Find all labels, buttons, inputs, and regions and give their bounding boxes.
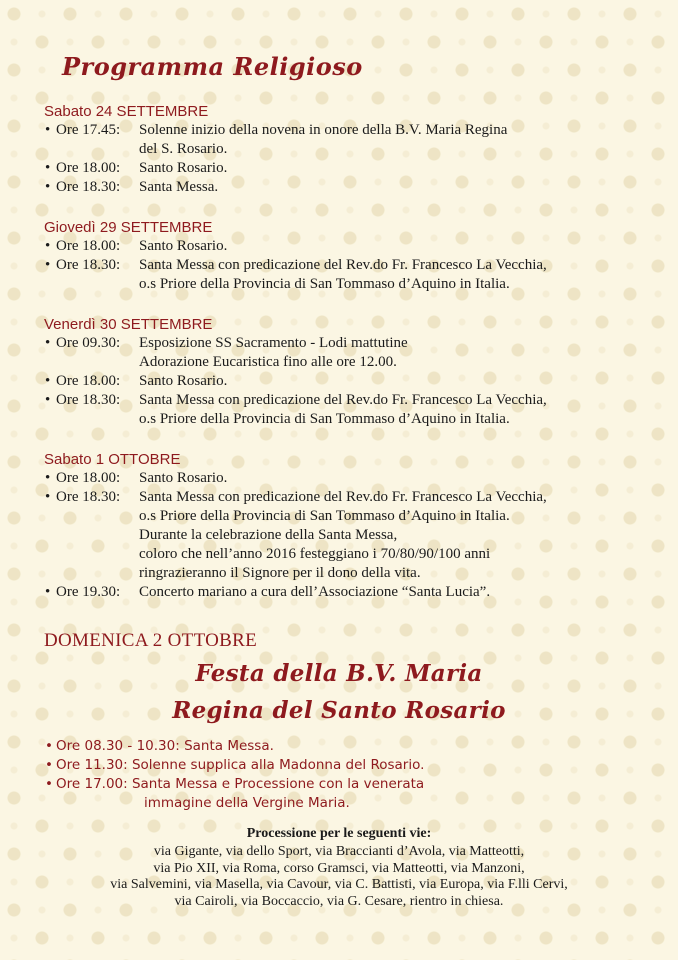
route-line: via Pio XII, via Roma, corso Gramsci, via Matteotti, via Manzoni, <box>153 860 525 876</box>
schedule-item <box>44 391 654 429</box>
item-text-cont: Adorazione Eucaristica fino alle ore 12.00. <box>139 354 397 370</box>
item-text: Santo Rosario. <box>139 160 228 176</box>
item-text: Ore 08.30 - 10.30: Santa Messa. <box>56 738 274 754</box>
processione-title: Processione per le seguenti vie: <box>246 826 432 841</box>
item-text: Ore 17.00: Santa Messa e Processione con la venerata <box>56 776 425 792</box>
item-text-cont: Durante la celebrazione della Santa Messa, <box>139 527 398 543</box>
schedule-item <box>44 159 654 178</box>
schedule-item <box>44 469 654 488</box>
bullet-icon: • <box>45 757 53 773</box>
item-text: Santa Messa con predicazione del Rev.do Fr. Francesco La Vecchia, <box>139 257 547 273</box>
bullet-icon: • <box>45 122 51 138</box>
item-time: Ore 18.00: <box>56 470 121 486</box>
item-time: Ore 09.30: <box>56 335 121 351</box>
domenica-heading: DOMENICA 2 OTTOBRE <box>44 630 257 651</box>
festa-title-line1: Festa della B.V. Maria <box>195 660 483 687</box>
bullet-icon: • <box>45 257 51 273</box>
route-line: via Cairoli, via Boccaccio, via G. Cesare, rientro in chiesa. <box>174 893 504 909</box>
bullet-icon: • <box>45 160 51 176</box>
item-text: Santo Rosario. <box>139 470 228 486</box>
day-heading: Giovedì 29 SETTEMBRE <box>44 219 213 236</box>
item-text: Santo Rosario. <box>139 238 228 254</box>
bullet-icon: • <box>45 776 53 792</box>
bullet-icon: • <box>45 738 53 754</box>
item-text: Santa Messa. <box>139 179 219 195</box>
item-text-cont: o.s Priore della Provincia di San Tommaso d’Aquino in Italia. <box>139 411 510 427</box>
day-heading: Sabato 24 SETTEMBRE <box>44 103 209 120</box>
bullet-icon: • <box>45 392 51 408</box>
item-text: Esposizione SS Sacramento - Lodi mattutine <box>139 335 408 351</box>
item-text-cont: ringrazieranno il Signore per il dono della vita. <box>139 565 421 581</box>
schedule-item <box>44 737 654 756</box>
item-text: Solenne inizio della novena in onore della B.V. Maria Regina <box>139 122 508 138</box>
processione-route <box>0 844 678 910</box>
item-time: Ore 19.30: <box>56 584 121 600</box>
item-text-cont: del S. Rosario. <box>139 141 228 157</box>
item-text: Concerto mariano a cura dell’Associazione “Santa Lucia”. <box>139 584 491 600</box>
item-time: Ore 18.30: <box>56 392 121 408</box>
festa-title-line2: Regina del Santo Rosario <box>172 697 506 724</box>
day-section-giovedi-29 <box>44 218 654 294</box>
item-text-cont: o.s Priore della Provincia di San Tommaso d’Aquino in Italia. <box>139 276 510 292</box>
item-text: Ore 11.30: Solenne supplica alla Madonna del Rosario. <box>56 757 425 773</box>
bullet-icon: • <box>45 584 51 600</box>
schedule-item <box>44 583 654 602</box>
day-section-sabato-1 <box>44 450 654 602</box>
bullet-icon: • <box>45 179 51 195</box>
route-line: via Gigante, via dello Sport, via Braccianti d’Avola, via Matteotti, <box>153 844 525 859</box>
schedule-item <box>44 775 654 813</box>
day-heading: Venerdì 30 SETTEMBRE <box>44 316 213 333</box>
item-text: Santa Messa con predicazione del Rev.do Fr. Francesco La Vecchia, <box>139 489 547 505</box>
item-text-cont: coloro che nell’anno 2016 festeggiano i 70/80/90/100 anni <box>139 546 491 562</box>
item-time: Ore 18.30: <box>56 489 121 505</box>
schedule-item <box>44 121 654 159</box>
item-text: Santo Rosario. <box>139 373 228 389</box>
day-section-venerdi-30 <box>44 315 654 429</box>
bullet-icon: • <box>45 489 51 505</box>
bullet-icon: • <box>45 335 51 351</box>
item-text-cont: o.s Priore della Provincia di San Tommaso d’Aquino in Italia. <box>139 508 510 524</box>
route-line: via Salvemini, via Masella, via Cavour, via C. Battisti, via Europa, via F.lli Cervi, <box>110 877 568 892</box>
schedule-item <box>44 334 654 372</box>
item-time: Ore 17.45: <box>56 122 121 138</box>
schedule-item <box>44 256 654 294</box>
day-heading: Sabato 1 OTTOBRE <box>44 451 181 468</box>
bullet-icon: • <box>45 373 51 389</box>
item-text: Santa Messa con predicazione del Rev.do Fr. Francesco La Vecchia, <box>139 392 547 408</box>
bullet-icon: • <box>45 470 51 486</box>
bullet-icon: • <box>45 238 51 254</box>
schedule-item <box>44 237 654 256</box>
schedule-item <box>44 756 654 775</box>
item-time: Ore 18.30: <box>56 179 121 195</box>
item-text-cont: immagine della Vergine Maria. <box>144 795 350 811</box>
schedule-item <box>44 178 654 197</box>
item-time: Ore 18.30: <box>56 257 121 273</box>
schedule-item <box>44 372 654 391</box>
item-time: Ore 18.00: <box>56 238 121 254</box>
day-section-sabato-24 <box>44 102 654 197</box>
item-time: Ore 18.00: <box>56 373 121 389</box>
schedule-item <box>44 488 654 583</box>
poster-title: Programma Religioso <box>62 52 363 81</box>
item-time: Ore 18.00: <box>56 160 121 176</box>
domenica-schedule <box>44 737 654 813</box>
